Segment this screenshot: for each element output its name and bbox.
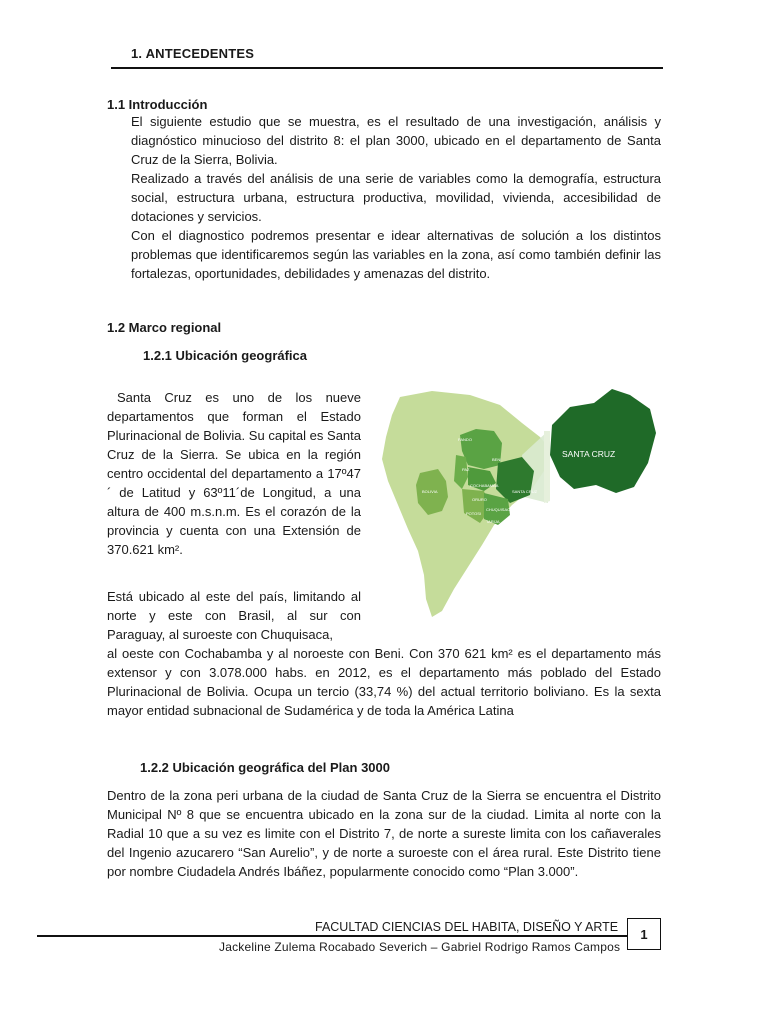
map-label-santa-cruz: SANTA CRUZ [562,449,616,459]
santa-cruz-large-shape [550,389,656,493]
map-label-chuquisaca: CHUQUISACA [486,507,513,512]
map-label-cochabamba: COCHABAMBA [470,483,499,488]
map-label-tarija: TARIJA [486,519,500,524]
south-america-bolivia-map [372,385,662,620]
intro-body [131,112,661,283]
intro-paragraph-2: Realizado a través del análisis de una serie de variables como la demografía, estructura social, estructura urbana, estructura productiva, movilidad, vivienda, accesibilidad de dotaciones y servicios. [131,171,661,224]
footer-rule [37,935,627,937]
map-label-pando: PANDO [458,437,472,442]
intro-heading: 1.1 Introducción [107,97,208,112]
plan3000-paragraph: Dentro de la zona peri urbana de la ciudad de Santa Cruz de la Sierra se encuentra el Distrito Municipal Nº 8 que se encuentra ubicado en la zona sur de la ciudad. Limita al norte con la Radial 10 que a su vez es limite con el Distrito 7, de norte a sureste limita con los cañaverales del Ingenio azucarero “San Aurelio”, y de norte a suroeste con el área rural. Este Distrito tiene por nombre Ciudadela Andrés Ibáñez, popularmente conocido como “Plan 3.000”. [107,788,661,879]
footer-authors: Jackeline Zulema Rocabado Severich – Gabriel Rodrigo Ramos Campos [219,940,621,954]
map-label-la-paz: PAZ [462,467,470,472]
plan3000-heading: 1.2.2 Ubicación geográfica del Plan 3000 [140,760,390,775]
header-rule [111,67,663,69]
page-number: 1 [627,918,661,950]
geo-location-heading: 1.2.1 Ubicación geográfica [143,348,308,363]
geo-paragraph-2-start: Está ubicado al este del país, limitando al norte y este con Brasil, al sur con Paraguay, al suroeste con Chuquisaca, [107,589,361,642]
map-label-oruro: ORURO [472,497,487,502]
footer-faculty: FACULTAD CIENCIAS DEL HABITA, DISEÑO Y ARTE [315,920,619,934]
geo-paragraph-2-continued: al oeste con Cochabamba y al noroeste con Beni. Con 370 621 km² es el departamento más extensor y con 3.078.000 habs. en 2012, es el departamento más poblado del Estado Plurinacional de Bolivia. Ocupa un tercio (33,74 %) del actual territorio boliviano. Es la sexta mayor entidad subnacional de Sudamérica y de toda la América Latina [107,646,661,718]
geo-paragraph-1: Santa Cruz es uno de los nueve departamentos que forman el Estado Plurinacional de Bolivia. Su capital es Santa Cruz de la Sierra. Se ubica en la región centro occidental del departamento a 17º47´ de Latitud y 63º11´de Longitud, a una altura de 400 m.s.n.m. Es el corazón de la provincia y cuenta con una Extensión de 370.621 km². [107,390,361,557]
intro-paragraph-3: Con el diagnostico podremos presentar e idear alternativas de solución a los distintos problemas que identificaremos según las variables en la zona, así como también definir las fortalezas, oportunidades, debilidades y amenazas del distrito. [131,228,661,281]
projection-band-right [544,431,550,503]
intro-paragraph-1: El siguiente estudio que se muestra, es el resultado de una investigación, análisis y diagnóstico minucioso del distrito 8: el plan 3000, ubicado en el departamento de Santa Cruz de la Sierra, Bolivia. [131,114,661,167]
regional-heading: 1.2 Marco regional [107,320,222,335]
section-title: 1. ANTECEDENTES [131,46,255,61]
map-label-potosi: POTOSI [466,511,482,516]
map-label-bolivia: BOLIVIA [422,489,438,494]
map-label-beni: BENI [492,457,502,462]
map-label-santa-cruz-small: SANTA CRUZ [512,489,538,494]
